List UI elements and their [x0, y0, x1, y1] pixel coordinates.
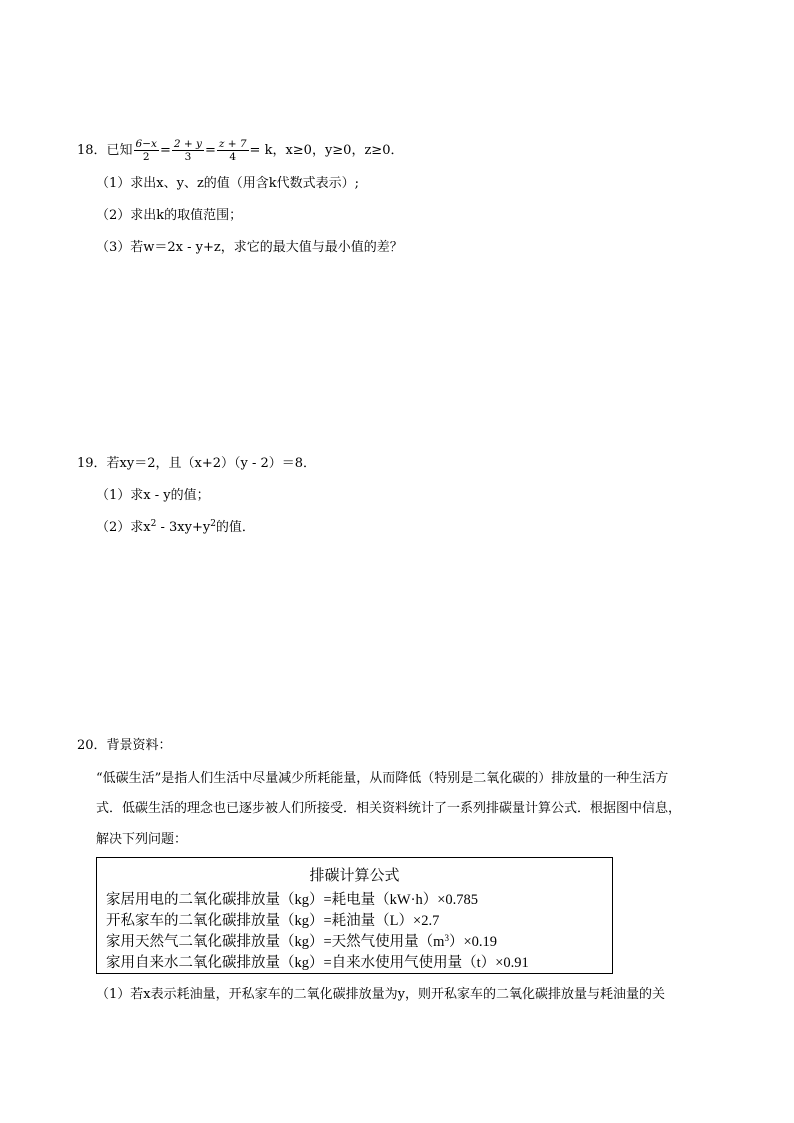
q18-prefix: 18．已知	[77, 143, 133, 158]
q18-tail: = k，x≥0，y≥0，z≥0．	[249, 143, 404, 158]
formula-row-electricity: 家居用电的二氧化碳排放量（kg）=耗电量（kW·h）×0.785	[106, 892, 478, 908]
q18-sub1: （1）求出x、y、z的值（用含k代数式表示）;	[96, 176, 360, 191]
q18-fraction-2: $\frac{2 + y}{3}$	[173, 138, 202, 163]
formula-row-water: 家用自来水二氧化碳排放量（kg）=自来水使用气使用量（t）×0.91	[106, 955, 529, 971]
formula-row-car: 开私家车的二氧化碳排放量（kg）=耗油量（L）×2.7	[106, 913, 440, 929]
q20-sub1: （1）若x表示耗油量，开私家车的二氧化碳排放量为y，则开私家车的二氧化碳排放量与耗油量的关	[96, 987, 665, 1002]
q18-stem: 18．已知 $\frac{6-x}{2}$ = $\frac{2 + y}{3}$ = $\frac{z + 7}{4}$ = k，x≥0，y≥0，z≥0．	[77, 138, 404, 163]
carbon-formula-box	[96, 857, 613, 974]
q18-sub2: （2）求出k的取值范围；	[96, 208, 243, 223]
q18-fraction-1: $\frac{6-x}{2}$	[135, 138, 157, 163]
formula-row-gas: 家用天然气二氧化碳排放量（kg）=天然气使用量$(m^3)\times 0.19$	[106, 933, 498, 950]
q19-sub2: （2）求$x^2 - 3xy+y^2$的值．	[96, 519, 255, 535]
q19-sub1: （1）求x - y的值；	[96, 488, 210, 503]
q20-para-line-1: “低碳生活”是指人们生活中尽量减少所耗能量，从而降低（特别是二氧化碳的）排放量的一种生活方	[96, 771, 669, 786]
formula-box-title: 排碳计算公式	[309, 868, 400, 884]
q20-stem: 20．背景资料：	[77, 738, 172, 753]
q20-para-line-2: 式．低碳生活的理念也已逐步被人们所接受．相关资料统计了一系列排碳量计算公式．根据图中信息，	[96, 801, 682, 816]
q19-stem: 19．若xy＝2，且（x+2）（y - 2）＝8．	[77, 456, 317, 471]
q20-para-line-3: 解决下列问题：	[96, 832, 188, 847]
q18-sub3: （3）若w＝2x - y+z，求它的最大值与最小值的差？	[96, 240, 403, 255]
q18-fraction-3: $\frac{z + 7}{4}$	[218, 138, 247, 163]
